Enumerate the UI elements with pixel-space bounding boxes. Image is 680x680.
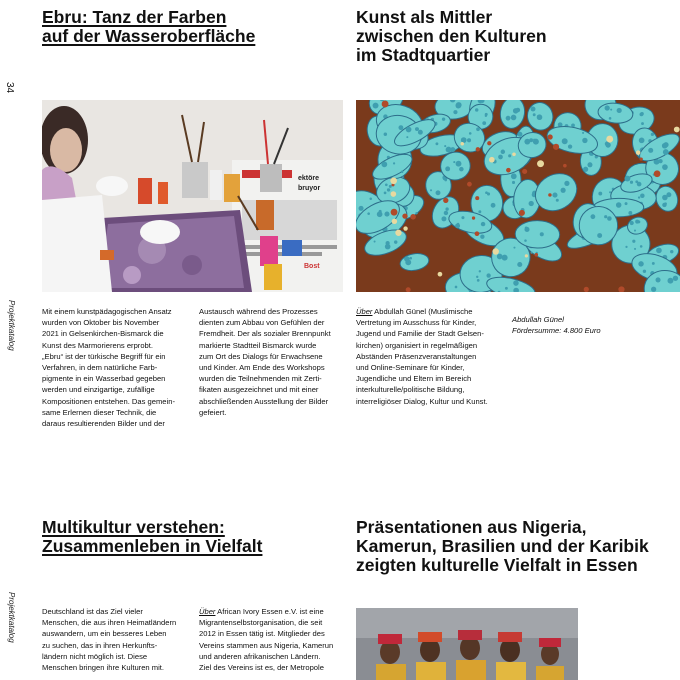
side-label-projektkatalog: Projektkatalog (7, 300, 16, 351)
article-3-text-col-2 (199, 606, 349, 673)
photo-ebru-workshop (42, 100, 343, 292)
article-3-text-col-2-body: African Ivory Essen e.V. ist eine Migrantenselbstorganisation, die seit 2012 in Essen tätig ist. Mitglieder des Vereins stammen aus Nigeria, Kamerun und anderen afrikanischen Ländern. Ziel des Vereins ist es, der Metropole (199, 607, 334, 673)
article-2-title: Kunst als Mittler zwischen den Kulturen im Stadtquartier (356, 7, 547, 65)
article-3-title: Multikultur verstehen: Zusammenleben in Vielfalt (42, 517, 263, 556)
article-2-text (356, 306, 506, 407)
article-1-text-col-2: Austausch während des Prozesses dienten zum Abbau von Gefühlen der Fremdheit. Der als sozialer Brennpunkt markierte Stadtteil Bismarck wurde zum Ort des Dialogs für Erwachsene und Kinder. Am Ende des Workshops wurden die Teilnehmenden mit Zerti- fikaten ausgezeichnet und mit einer abschließenden Ausstellung der Bilder gefeiert. (199, 307, 331, 417)
article-4-title: Präsentationen aus Nigeria, Kamerun, Brasilien und der Karibik zeigten kulturelle Vielfalt in Essen (356, 517, 649, 575)
article-2-text-body: Abdullah Günel (Muslimische Vertretung im Ausschuss für Kinder, Jugend und Familie der Stadt Gelsen- kirchen) organisiert in regelmäßigen Abständen Präsenzveranstaltungen und Online-Seminare für Kinder, Jugendliche und Eltern im Bereich interkulturelle/politische Bildung, interreligiöser Dialog, Kultur und Kunst. (356, 307, 488, 406)
photo-performers (356, 608, 578, 680)
uber-label-2: Über (199, 607, 216, 616)
article-2-meta: Abdullah Günel Fördersumme: 4.800 Euro (512, 314, 601, 335)
side-label-projektkatalog-2: Projektkatalog (7, 592, 16, 643)
article-3-text-col-1: Deutschland ist das Ziel vieler Menschen, die aus ihren Heimatländern auswandern, um ein besseres Leben zu suchen, das in ihren Herkunfts- ländern nicht möglich ist. Diese Menschen bringen ihre Kulturen mit. (42, 607, 177, 673)
page-number: 34 (4, 82, 15, 94)
photo-ebru-marbling (356, 100, 680, 292)
article-1-text-col-1: Mit einem kunstpädagogischen Ansatz wurden von Oktober bis November 2021 in Gelsenkirchen-Bismarck die Kunst des Marmorierens erprobt. „Ebru“ ist der türkische Begriff für ein Verfahren, in dem natürliche Farb- pigmente in ein Wasserbad gegeben werden und einzigartige, zufällige Kompositionen entstehen. Das gemein- same Erlernen dieser Technik, die daraus resultierenden Bilder und der (42, 307, 175, 429)
uber-label: Über (356, 307, 373, 316)
article-1-title: Ebru: Tanz der Farben auf der Wasseroberfläche (42, 7, 256, 46)
newspaper-text-1: ektöre (298, 175, 320, 182)
newspaper-text-3: Bost (304, 263, 320, 270)
newspaper-text-2: bruyor (298, 185, 321, 192)
